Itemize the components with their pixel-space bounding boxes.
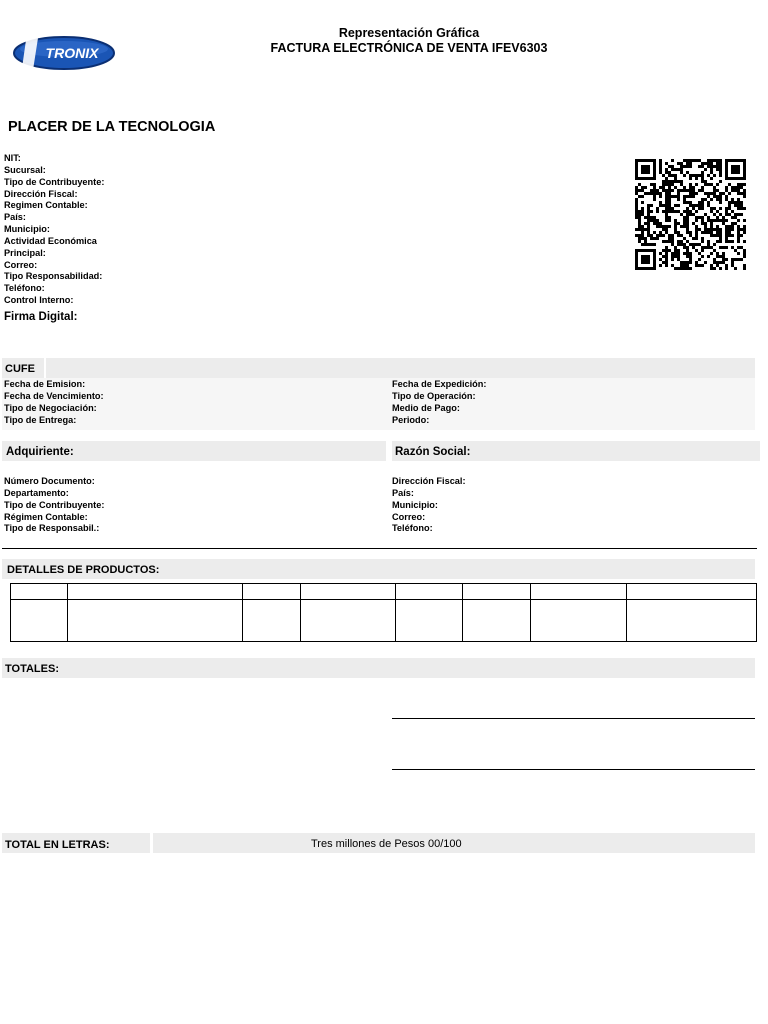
field-buyer-telefono: Teléfono: (392, 523, 433, 534)
header-cell (68, 584, 243, 600)
company-fields (4, 153, 104, 307)
field-tipo-responsabilidad-buyer: Tipo de Responsabil.: (4, 523, 100, 534)
field-medio-pago: Medio de Pago: (392, 402, 460, 413)
field-tipo-responsabilidad: Tipo Responsabilidad: (4, 271, 103, 282)
field-buyer-correo: Correo: (392, 511, 426, 522)
field-buyer-regimen-contable: Régimen Contable: (4, 511, 88, 522)
field-tipo-entrega: Tipo de Entrega: (4, 414, 77, 425)
products-header-row (11, 584, 757, 600)
totals-line-1 (392, 718, 755, 719)
field-buyer-pais: País: (392, 487, 414, 498)
header-cell (531, 584, 627, 600)
document-subtitle: Representación Gráfica (338, 26, 480, 40)
header-cell (243, 584, 301, 600)
products-label: DETALLES DE PRODUCTOS: (7, 564, 160, 576)
cufe-left-fields (4, 379, 104, 426)
cufe-divider (44, 358, 46, 378)
field-telefono: Teléfono: (4, 283, 45, 294)
field-fecha-emision: Fecha de Emision: (4, 379, 86, 389)
field-fecha-vencimiento: Fecha de Vencimiento: (4, 390, 104, 401)
row-cell (396, 600, 463, 642)
field-pais: País: (4, 212, 26, 223)
totals-line-2 (392, 769, 755, 770)
header-cell (463, 584, 531, 600)
row-cell (531, 600, 627, 642)
field-tipo-operacion: Tipo de Operación: (392, 390, 476, 401)
cufe-fields-bg (2, 378, 755, 430)
row-cell (463, 600, 531, 642)
header-cell (627, 584, 757, 600)
buyer-right-fields (392, 476, 466, 535)
razon-social-label: Razón Social: (395, 446, 471, 458)
field-buyer-direccion-fiscal: Dirección Fiscal: (392, 476, 466, 486)
totals-label: TOTALES: (5, 663, 59, 675)
invoice-title: FACTURA ELECTRÓNICA DE VENTA IFEV6303 (270, 41, 548, 55)
header-cell (301, 584, 396, 600)
buyer-label: Adquiriente: (6, 446, 74, 458)
row-cell (11, 600, 68, 642)
field-nit: NIT: (4, 153, 21, 163)
field-municipio: Municipio: (4, 224, 50, 235)
cufe-right-fields (392, 379, 486, 426)
total-words-value: Tres millones de Pesos 00/100 (311, 838, 462, 850)
field-correo: Correo: (4, 259, 38, 270)
field-control-interno: Control Interno: (4, 295, 74, 306)
field-tipo-negociacion: Tipo de Negociación: (4, 402, 97, 413)
row-cell (243, 600, 301, 642)
field-principal: Principal: (4, 247, 46, 258)
field-periodo: Periodo: (392, 414, 430, 425)
field-tipo-contribuyente: Tipo de Contribuyente: (4, 176, 105, 187)
cufe-label: CUFE (5, 363, 35, 375)
row-cell (627, 600, 757, 642)
field-buyer-municipio: Municipio: (392, 499, 438, 510)
row-cell (301, 600, 396, 642)
field-regimen-contable: Regimen Contable: (4, 200, 88, 211)
field-departamento: Departamento: (4, 487, 69, 498)
products-table (10, 583, 757, 642)
buyer-left-fields (4, 476, 104, 535)
qr-code (635, 159, 746, 270)
signature-label: Firma Digital: (4, 311, 78, 323)
total-words-label: TOTAL EN LETRAS: (5, 839, 110, 851)
header-cell (396, 584, 463, 600)
totals-band (2, 658, 755, 678)
header-cell (11, 584, 68, 600)
row-cell (68, 600, 243, 642)
field-direccion-fiscal: Dirección Fiscal: (4, 188, 78, 199)
table-row (11, 600, 757, 642)
field-sucursal: Sucursal: (4, 164, 46, 175)
field-actividad-economica: Actividad Económica (4, 235, 97, 246)
cufe-band (2, 358, 755, 378)
field-buyer-tipo-contribuyente: Tipo de Contribuyente: (4, 499, 105, 510)
svg-text:TRONIX: TRONIX (45, 45, 99, 61)
section-divider (2, 548, 757, 549)
field-numero-documento: Número Documento: (4, 476, 95, 486)
field-fecha-expedicion: Fecha de Expedición: (392, 379, 487, 389)
company-name: PLACER DE LA TECNOLOGIA (8, 119, 216, 135)
